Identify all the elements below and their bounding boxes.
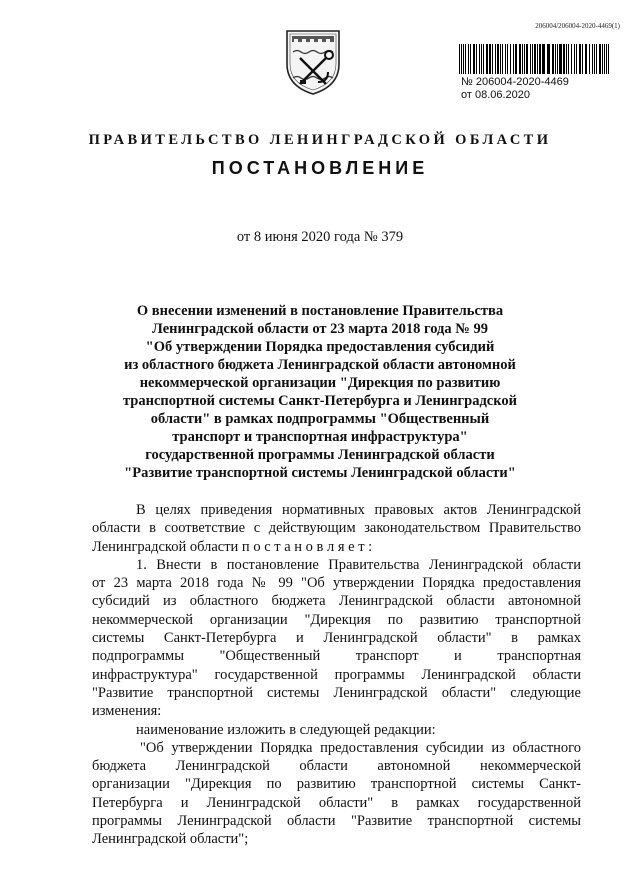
body-line: субсидий из областного бюджета Ленинградской области автономной <box>92 593 581 610</box>
resolution-date-number: от 8 июня 2020 года № 379 <box>236 229 404 245</box>
heading-line: Ленинградской области от 23 марта 2018 года № 99 <box>152 321 488 337</box>
body-line: некоммерческой организации "Дирекция по развитию транспортной <box>92 611 581 628</box>
resolution-body <box>92 501 581 849</box>
body-line: Ленинградской области"; <box>92 831 249 848</box>
registration-date: от 08.06.2020 <box>461 89 531 101</box>
body-line: инфраструктура" государственной программы Ленинградской области <box>92 666 581 683</box>
heading-line: "Развитие транспортной системы Ленинградской области" <box>124 465 516 481</box>
resolution-heading <box>100 302 540 482</box>
document-type: ПОСТАНОВЛЕНИЕ <box>211 158 429 178</box>
body-line: Ленинградской области п о с т а н о в л я е т : <box>92 538 373 555</box>
government-title: ПРАВИТЕЛЬСТВО ЛЕНИНГРАДСКОЙ ОБЛАСТИ <box>88 132 552 148</box>
body-line: программы Ленинградской области "Развитие транспортной системы <box>92 813 581 830</box>
body-line: В целях приведения нормативных правовых актов Ленинградской <box>136 502 581 518</box>
heading-line: некоммерческой организации "Дирекция по развитию <box>139 375 501 391</box>
body-line: Петербурга и Ленинградской области" в рамках государственной <box>92 794 581 811</box>
heading-line: транспортной системы Санкт-Петербурга и Ленинградской <box>122 393 517 409</box>
heading-line: государственной программы Ленинградской области <box>145 447 495 463</box>
heading-line: области" в рамках подпрограммы "Общественный <box>150 411 490 427</box>
document-id: 206004/206004-2020-4469(1) <box>535 22 620 30</box>
body-line: изменения: <box>92 703 162 720</box>
heading-line: транспорт и транспортная инфраструктура" <box>172 429 468 445</box>
body-line: наименование изложить в следующей редакции: <box>136 721 436 738</box>
body-line: области в соответствие с действующим законодательством Правительство <box>92 520 581 537</box>
body-line: подпрограммы "Общественный транспорт и транспортная <box>92 648 581 665</box>
heading-line: из областного бюджета Ленинградской области автономной <box>124 357 516 373</box>
body-line: 1. Внести в постановление Правительства Ленинградской области <box>136 556 581 573</box>
barcode <box>459 44 613 78</box>
registration-number: № 206004-2020-4469 <box>461 76 569 88</box>
body-line: "Развитие транспортной системы Ленинградской области" следующие <box>92 684 581 701</box>
body-line: от 23 марта 2018 года № 99 "Об утверждении Порядка предоставления <box>92 575 581 592</box>
body-line: системы Санкт-Петербурга и Ленинградской области" в рамках <box>92 630 581 647</box>
heading-line: "Об утверждении Порядка предоставления субсидий <box>145 339 495 355</box>
heading-line: О внесении изменений в постановление Правительства <box>136 303 504 319</box>
body-line: организации "Дирекция по развитию транспортной системы Санкт- <box>92 776 581 793</box>
body-line: "Об утверждении Порядка предоставления субсидии из областного <box>140 739 581 756</box>
body-line: бюджета Ленинградской области автономной некоммерческой <box>92 758 581 775</box>
coat-of-arms-emblem <box>284 28 342 96</box>
